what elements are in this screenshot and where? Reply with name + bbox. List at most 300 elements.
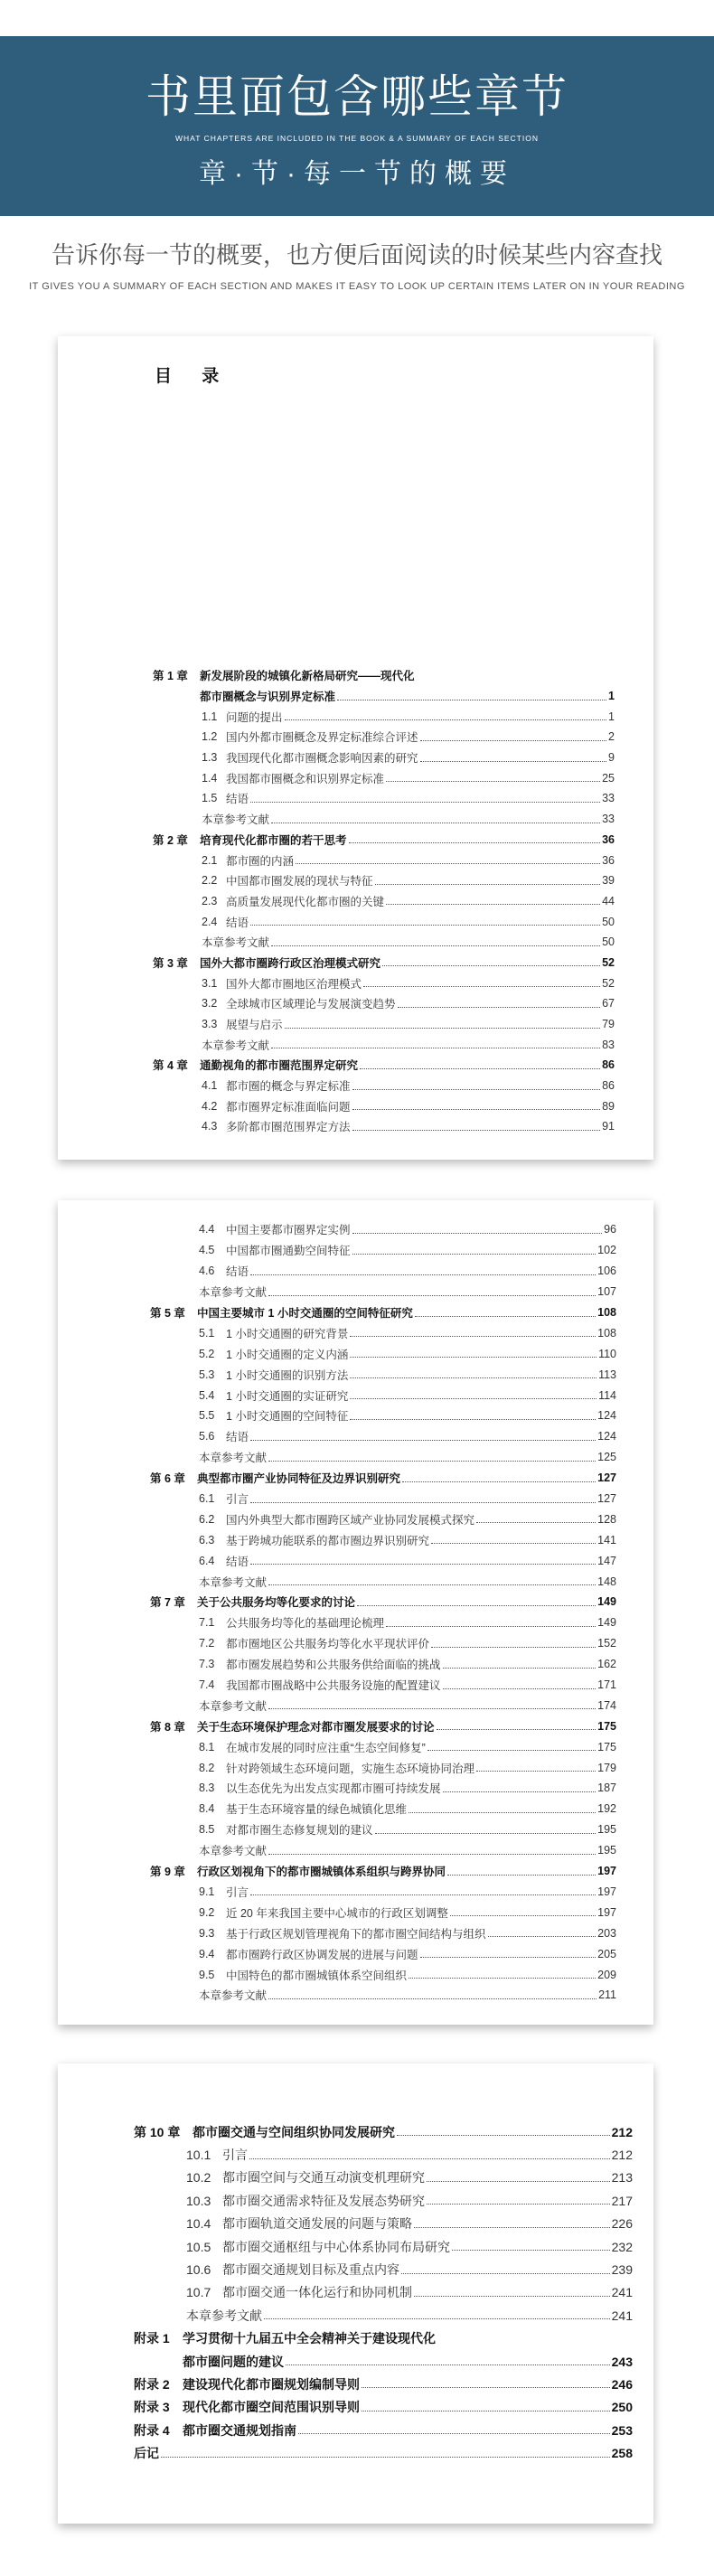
page-number: 217 (611, 2193, 633, 2208)
section-number: 6.4 (199, 1554, 215, 1567)
toc-entry-section[interactable] (58, 1343, 653, 1364)
toc-entry-chapter[interactable] (58, 665, 653, 686)
toc-entry-refs[interactable] (58, 1695, 653, 1716)
dot-leader (271, 945, 600, 946)
entry-title: 国内外都市圈概念及界定标准综合评述 (226, 731, 418, 745)
section-number: 1.4 (202, 771, 218, 785)
toc-entry-section[interactable] (58, 1633, 653, 1654)
entry-title: 结语 (226, 1555, 249, 1568)
toc-entry-section[interactable] (58, 1778, 653, 1799)
entry-title: 在城市发展的同时应注重“生态空间修复” (226, 1741, 426, 1754)
dot-leader (375, 884, 601, 885)
dot-leader (352, 1233, 603, 1234)
toc-entry-section[interactable] (58, 706, 653, 727)
entry-title: 中国都市圈发展的现状与特征 (226, 875, 373, 888)
toc-entry-chapter[interactable] (58, 1468, 653, 1489)
dot-leader (415, 1316, 596, 1317)
toc-entry-section[interactable] (58, 1014, 653, 1035)
dot-leader (296, 863, 600, 864)
dot-leader (250, 1440, 596, 1441)
toc-entry-refs[interactable] (58, 1840, 653, 1861)
entry-title: 引言 (222, 2148, 248, 2163)
entry-label: 附录 2 (134, 2376, 170, 2392)
entry-title: 都市圈的概念与界定标准 (226, 1080, 351, 1094)
entry-title: 中国主要都市圈界定实例 (226, 1224, 351, 1237)
toc-list (58, 665, 653, 1137)
section-number: 4.4 (199, 1223, 215, 1236)
entry-title: 展望与启示 (226, 1019, 283, 1032)
dot-leader (357, 1605, 596, 1606)
entry-title: 基于跨城功能联系的都市圈边界识别研究 (226, 1534, 430, 1547)
toc-entry-refs[interactable] (58, 2304, 653, 2327)
toc-entry-section[interactable] (58, 911, 653, 932)
page-number: 108 (597, 1306, 616, 1319)
page-number: 86 (602, 1058, 615, 1072)
toc-entry-chapter[interactable] (58, 1716, 653, 1736)
page-number: 141 (597, 1533, 616, 1547)
dot-leader (352, 1089, 601, 1090)
toc-entry-section[interactable] (58, 727, 653, 747)
dot-leader (443, 1688, 597, 1689)
page-number: 39 (602, 874, 615, 888)
section-number: 5.1 (199, 1326, 215, 1340)
page-number: 197 (597, 1905, 616, 1919)
section-number: 10.1 (186, 2148, 211, 2163)
toc-entry-refs[interactable] (58, 809, 653, 830)
entry-title: 本章参考文献 (199, 1699, 268, 1713)
section-number: 10.2 (186, 2170, 211, 2186)
toc-entry-appendix[interactable] (58, 2327, 653, 2350)
dot-leader (409, 1978, 596, 1979)
entry-title: 国内外典型大都市圈跨区域产业协同发展模式探究 (226, 1513, 475, 1527)
dot-leader (350, 1419, 596, 1420)
page-number: 175 (597, 1719, 616, 1733)
entry-title: 都市圈地区公共服务均等化水平现状评价 (226, 1638, 430, 1651)
toc-entry-section[interactable] (58, 1076, 653, 1096)
dot-leader (268, 1584, 596, 1585)
entry-title: 问题的提出 (226, 710, 283, 724)
page-number: 209 (597, 1968, 616, 1981)
toc-entry-section[interactable] (58, 870, 653, 891)
toc-entry-refs[interactable] (58, 932, 653, 953)
page-number: 33 (602, 792, 615, 805)
dot-leader (427, 2204, 610, 2205)
dot-leader (447, 1875, 596, 1876)
dot-leader (352, 1130, 601, 1131)
section-number: 1.5 (202, 792, 218, 805)
toc-entry-section[interactable] (58, 2143, 653, 2166)
toc-entry-section[interactable] (58, 1943, 653, 1964)
toc-entry-section[interactable] (58, 1736, 653, 1757)
entry-label: 第 9 章 (150, 1866, 185, 1879)
toc-entry-section[interactable] (58, 993, 653, 1014)
toc-entry-refs[interactable] (58, 1447, 653, 1468)
entry-title: 本章参考文献 (202, 1039, 270, 1052)
dot-leader (286, 2364, 610, 2365)
dot-leader (362, 2387, 610, 2388)
entry-title: 国外大都市圈地区治理模式 (226, 977, 362, 991)
banner-title: 书里面包含哪些章节 (146, 71, 568, 123)
page-number: 114 (598, 1388, 616, 1402)
section-number: 9.4 (199, 1947, 215, 1960)
page-number: 213 (611, 2170, 633, 2186)
dot-leader (386, 1626, 596, 1627)
toc-page-2 (58, 1200, 653, 2025)
toc-entry-cont[interactable] (58, 2350, 653, 2373)
section-number: 4.5 (199, 1244, 215, 1257)
page-number: 110 (598, 1347, 616, 1360)
toc-entry-appendix[interactable] (58, 2373, 653, 2395)
entry-title: 引言 (226, 1885, 249, 1899)
entry-title: 中国主要城市 1 小时交通圈的空间特征研究 (197, 1307, 413, 1320)
toc-list (58, 1219, 653, 2006)
entry-label: 第 2 章 (153, 833, 188, 847)
toc-entry-section[interactable] (58, 788, 653, 809)
toc-entry-section[interactable] (58, 2258, 653, 2280)
dot-leader (268, 1461, 596, 1462)
toc-entry-section[interactable] (58, 1675, 653, 1696)
entry-title: 多阶都市圈范围界定方法 (226, 1121, 351, 1134)
toc-entry-section[interactable] (58, 1964, 653, 1985)
section-number: 2.1 (202, 853, 218, 867)
dot-leader (409, 1812, 596, 1813)
page-number: 212 (611, 2124, 633, 2139)
toc-entry-section[interactable] (58, 2167, 653, 2189)
entry-title: 引言 (226, 1493, 249, 1507)
page-number: 50 (602, 915, 615, 928)
section-number: 2.2 (202, 874, 218, 888)
toc-entry-section[interactable] (58, 1489, 653, 1509)
page-number: 258 (611, 2446, 633, 2461)
toc-entry-chapter[interactable] (58, 1055, 653, 1076)
page-number: 197 (597, 1885, 616, 1898)
section-number: 8.2 (199, 1761, 215, 1774)
section-number: 5.4 (199, 1388, 215, 1402)
section-number: 3.3 (202, 1018, 218, 1031)
entry-title: 基于行政区规划管理视角下的都市圈空间结构与组织 (226, 1927, 486, 1941)
toc-entry-section[interactable] (58, 891, 653, 912)
page-number: 52 (602, 976, 615, 990)
toc-entry-section[interactable] (58, 1757, 653, 1778)
page-number: 246 (611, 2376, 633, 2392)
entry-title: 本章参考文献 (199, 1575, 268, 1589)
section-number: 4.2 (202, 1099, 218, 1113)
dot-leader (437, 1729, 597, 1730)
dot-leader (386, 904, 600, 905)
toc-entry-section[interactable] (58, 747, 653, 768)
section-number: 7.4 (199, 1678, 215, 1692)
dot-leader (250, 925, 600, 926)
dot-leader (298, 2433, 610, 2434)
toc-entry-section[interactable] (58, 1426, 653, 1447)
toc-entry-section[interactable] (58, 2213, 653, 2235)
banner-subtitle: 章·节·每一节的概要 (199, 159, 515, 189)
entry-title: 都市圈的内涵 (226, 854, 295, 868)
page-number: 83 (602, 1038, 615, 1051)
section-number: 8.3 (199, 1782, 215, 1795)
toc-entry-section[interactable] (58, 767, 653, 788)
section-number: 9.5 (199, 1968, 215, 1981)
page-number: 106 (597, 1264, 616, 1278)
section-number: 2.4 (202, 915, 218, 928)
entry-title: 现代化都市圈空间范围识别导则 (183, 2400, 360, 2415)
section-number: 8.5 (199, 1823, 215, 1837)
intro-text: 告诉你每一节的概要，也方便后面阅读的时候某些内容查找 (51, 241, 662, 268)
banner-subtitle-en: WHAT CHAPTERS ARE INCLUDED IN THE BOOK & A SUMMARY OF EACH SECTION (175, 134, 539, 143)
toc-entry-section[interactable] (58, 1364, 653, 1385)
toc-entry-section[interactable] (58, 1882, 653, 1903)
entry-title: 近 20 年来我国主要中心城市的行政区划调整 (226, 1906, 448, 1920)
entry-title: 本章参考文献 (202, 936, 270, 950)
entry-title: 都市圈交通与空间组织协同发展研究 (193, 2124, 395, 2139)
page-number: 187 (597, 1782, 616, 1795)
toc-entry-section[interactable] (58, 1902, 653, 1923)
dot-leader (386, 781, 600, 782)
toc-entry-section[interactable] (58, 850, 653, 870)
dot-leader (397, 2135, 610, 2136)
entry-title: 典型都市圈产业协同特征及边界识别研究 (197, 1472, 401, 1486)
page-number: 36 (602, 832, 615, 846)
entry-title: 以生态优先为出发点实现都市圈可持续发展 (226, 1782, 441, 1796)
page-number: 148 (597, 1575, 616, 1588)
page-number: 203 (597, 1926, 616, 1940)
dot-leader (350, 1336, 596, 1337)
page-number: 226 (611, 2216, 633, 2232)
dot-leader (360, 1068, 600, 1069)
entry-title: 我国都市圈概念和识别界定标准 (226, 772, 385, 785)
entry-title: 公共服务均等化的基础理论梳理 (226, 1617, 385, 1631)
entry-title: 行政区划视角下的都市圈城镇体系组织与跨界协同 (197, 1866, 446, 1879)
section-number: 4.6 (199, 1264, 215, 1278)
page-number: 102 (597, 1244, 616, 1257)
dot-leader (443, 1668, 597, 1669)
toc-entry-refs[interactable] (58, 1985, 653, 2006)
toc-entry-section[interactable] (58, 1116, 653, 1137)
entry-title: 培育现代化都市圈的若干思考 (200, 833, 347, 847)
toc-entry-section[interactable] (58, 1550, 653, 1571)
page-number: 107 (597, 1285, 616, 1299)
dot-leader (350, 1398, 597, 1399)
dot-leader (401, 2273, 610, 2274)
toc-entry-section[interactable] (58, 1219, 653, 1240)
entry-title: 本章参考文献 (199, 1989, 268, 2003)
entry-title: 都市圈交通规划指南 (183, 2422, 296, 2438)
toc-title: 目 录 (155, 367, 232, 386)
toc-entry-section[interactable] (58, 973, 653, 993)
toc-entry-chapter[interactable] (58, 1592, 653, 1612)
toc-entry-section[interactable] (58, 1322, 653, 1343)
page-number: 108 (597, 1326, 616, 1340)
toc-entry-section[interactable] (58, 1406, 653, 1426)
page-number: 243 (611, 2354, 633, 2369)
dot-leader (250, 1502, 596, 1503)
page-number: 205 (597, 1947, 616, 1960)
section-number: 9.2 (199, 1905, 215, 1919)
toc-entry-refs[interactable] (58, 1282, 653, 1302)
section-number: 10.7 (186, 2285, 211, 2300)
dot-leader (476, 1771, 596, 1772)
dot-leader (402, 1481, 596, 1482)
page-number: 25 (602, 771, 615, 785)
toc-page-3 (58, 2064, 653, 2524)
entry-label: 第 10 章 (134, 2124, 181, 2139)
entry-label: 附录 4 (134, 2422, 170, 2438)
entry-title: 都市圈空间与交通互动演变机理研究 (222, 2170, 425, 2186)
dot-leader (250, 1564, 596, 1565)
toc-entry-section[interactable] (58, 2189, 653, 2212)
toc-entry-section[interactable] (58, 2281, 653, 2304)
dot-leader (375, 1833, 597, 1834)
dot-leader (249, 2158, 610, 2159)
toc-entry-after[interactable] (58, 2441, 653, 2464)
intro-text-en: IT GIVES YOU A SUMMARY OF EACH SECTION AND MAKES IT EASY TO LOOK UP CERTAIN ITEMS LATER ON IN YOUR READING (29, 281, 685, 292)
entry-title: 都市圈轨道交通发展的问题与策略 (222, 2216, 412, 2232)
page-number: 162 (597, 1658, 616, 1671)
entry-title: 结语 (226, 1431, 249, 1444)
toc-entry-section[interactable] (58, 1819, 653, 1840)
page-number: 1 (608, 710, 615, 723)
dot-leader (420, 761, 607, 762)
dot-leader (268, 1998, 597, 1999)
page-number: 152 (597, 1637, 616, 1650)
page-number: 9 (608, 751, 615, 765)
toc-entry-section[interactable] (58, 1654, 653, 1675)
toc-entry-section[interactable] (58, 1095, 653, 1116)
page-number: 89 (602, 1099, 615, 1113)
page-number: 149 (597, 1595, 616, 1609)
dot-leader (398, 1007, 601, 1008)
entry-title: 1 小时交通圈的实证研究 (226, 1389, 349, 1403)
dot-leader (450, 1915, 596, 1916)
section-number: 5.3 (199, 1368, 215, 1381)
entry-title: 都市圈交通规划目标及重点内容 (222, 2262, 399, 2278)
dot-leader (476, 1522, 596, 1523)
section-number: 9.3 (199, 1926, 215, 1940)
section-number: 4.3 (202, 1120, 218, 1133)
entry-label: 第 1 章 (153, 670, 188, 683)
toc-entry-refs[interactable] (58, 1571, 653, 1592)
section-number: 7.2 (199, 1637, 215, 1650)
section-number: 5.6 (199, 1430, 215, 1443)
dot-leader (363, 986, 600, 987)
toc-entry-section[interactable] (58, 1612, 653, 1633)
toc-entry-refs[interactable] (58, 1034, 653, 1055)
toc-entry-appendix[interactable] (58, 2396, 653, 2419)
page-number: 96 (604, 1223, 616, 1236)
section-number: 5.5 (199, 1409, 215, 1423)
toc-entry-chapter[interactable] (58, 1861, 653, 1882)
toc-entry-chapter[interactable] (58, 1302, 653, 1323)
page-number: 241 (611, 2308, 633, 2323)
page-number: 113 (598, 1368, 616, 1381)
entry-label: 附录 3 (134, 2400, 170, 2415)
entry-title: 关于生态环境保护理念对都市圈发展要求的讨论 (197, 1720, 435, 1734)
entry-label: 第 8 章 (150, 1720, 185, 1734)
section-number: 10.6 (186, 2262, 211, 2278)
entry-title: 通勤视角的都市圈范围界定研究 (200, 1059, 359, 1073)
toc-entry-section[interactable] (58, 1799, 653, 1819)
toc-list (58, 2120, 653, 2465)
section-number: 4.1 (202, 1079, 218, 1093)
page-number: 50 (602, 935, 615, 949)
entry-title: 都市圈概念与识别界定标准 (200, 691, 336, 704)
dot-leader (268, 1708, 596, 1709)
section-number: 1.2 (202, 730, 218, 744)
page-number: 147 (597, 1554, 616, 1567)
dot-leader (250, 1894, 596, 1895)
entry-title: 都市圈发展趋势和公共服务供给面临的挑战 (226, 1659, 441, 1672)
toc-entry-section[interactable] (58, 1240, 653, 1261)
dot-leader (350, 1377, 597, 1378)
page-number: 36 (602, 853, 615, 867)
section-number: 7.1 (199, 1616, 215, 1630)
entry-title: 本章参考文献 (199, 1845, 268, 1858)
entry-title: 1 小时交通圈的研究背景 (226, 1327, 349, 1340)
entry-title: 结语 (226, 793, 249, 806)
page-number: 86 (602, 1079, 615, 1093)
dot-leader (350, 1357, 597, 1358)
toc-entry-chapter[interactable] (58, 2120, 653, 2143)
toc-entry-cont[interactable] (58, 686, 653, 707)
toc-entry-chapter[interactable] (58, 953, 653, 973)
dot-leader (420, 1957, 597, 1958)
toc-entry-section[interactable] (58, 1923, 653, 1943)
entry-title: 本章参考文献 (186, 2308, 262, 2323)
entry-label: 附录 1 (134, 2331, 170, 2346)
entry-title: 本章参考文献 (199, 1286, 268, 1300)
entry-title: 建设现代化都市圈规划编制导则 (183, 2376, 360, 2392)
toc-entry-section[interactable] (58, 1261, 653, 1282)
section-number: 8.1 (199, 1740, 215, 1753)
dot-leader (285, 1028, 601, 1029)
entry-title: 1 小时交通圈的定义内涵 (226, 1348, 349, 1361)
page-number: 211 (598, 1988, 616, 2002)
section-number: 2.3 (202, 894, 218, 907)
entry-title: 国外大都市圈跨行政区治理模式研究 (200, 956, 381, 970)
entry-title: 我国现代化都市圈概念影响因素的研究 (226, 752, 418, 766)
section-number: 5.2 (199, 1347, 215, 1360)
dot-leader (161, 2457, 610, 2458)
page-number: 241 (611, 2285, 633, 2300)
entry-title: 都市圈交通需求特征及发展态势研究 (222, 2193, 425, 2208)
toc-entry-section[interactable] (58, 1529, 653, 1550)
section-number: 6.3 (199, 1533, 215, 1547)
page-number: 1 (608, 690, 615, 703)
dot-leader (420, 740, 607, 741)
toc-entry-chapter[interactable] (58, 830, 653, 851)
page-number: 253 (611, 2422, 633, 2438)
entry-title: 我国都市圈战略中公共服务设施的配置建议 (226, 1679, 441, 1693)
dot-leader (431, 1647, 596, 1648)
toc-entry-appendix[interactable] (58, 2419, 653, 2441)
toc-entry-section[interactable] (58, 1385, 653, 1406)
toc-entry-section[interactable] (58, 1509, 653, 1529)
entry-label: 第 3 章 (153, 956, 188, 970)
toc-entry-section[interactable] (58, 2235, 653, 2258)
entry-title: 对都市圈生态修复规划的建议 (226, 1824, 373, 1838)
dot-leader (352, 1254, 597, 1255)
entry-title: 本章参考文献 (199, 1452, 268, 1465)
page-number: 175 (597, 1740, 616, 1753)
page-number: 195 (597, 1844, 616, 1857)
page-number: 52 (602, 955, 615, 969)
dot-leader (382, 965, 600, 966)
entry-title: 高质量发展现代化都市圈的关键 (226, 895, 385, 908)
entry-title: 1 小时交通圈的识别方法 (226, 1368, 349, 1382)
entry-title: 都市圈界定标准面临问题 (226, 1100, 351, 1114)
dot-leader (250, 1274, 596, 1275)
dot-leader (427, 1750, 596, 1751)
